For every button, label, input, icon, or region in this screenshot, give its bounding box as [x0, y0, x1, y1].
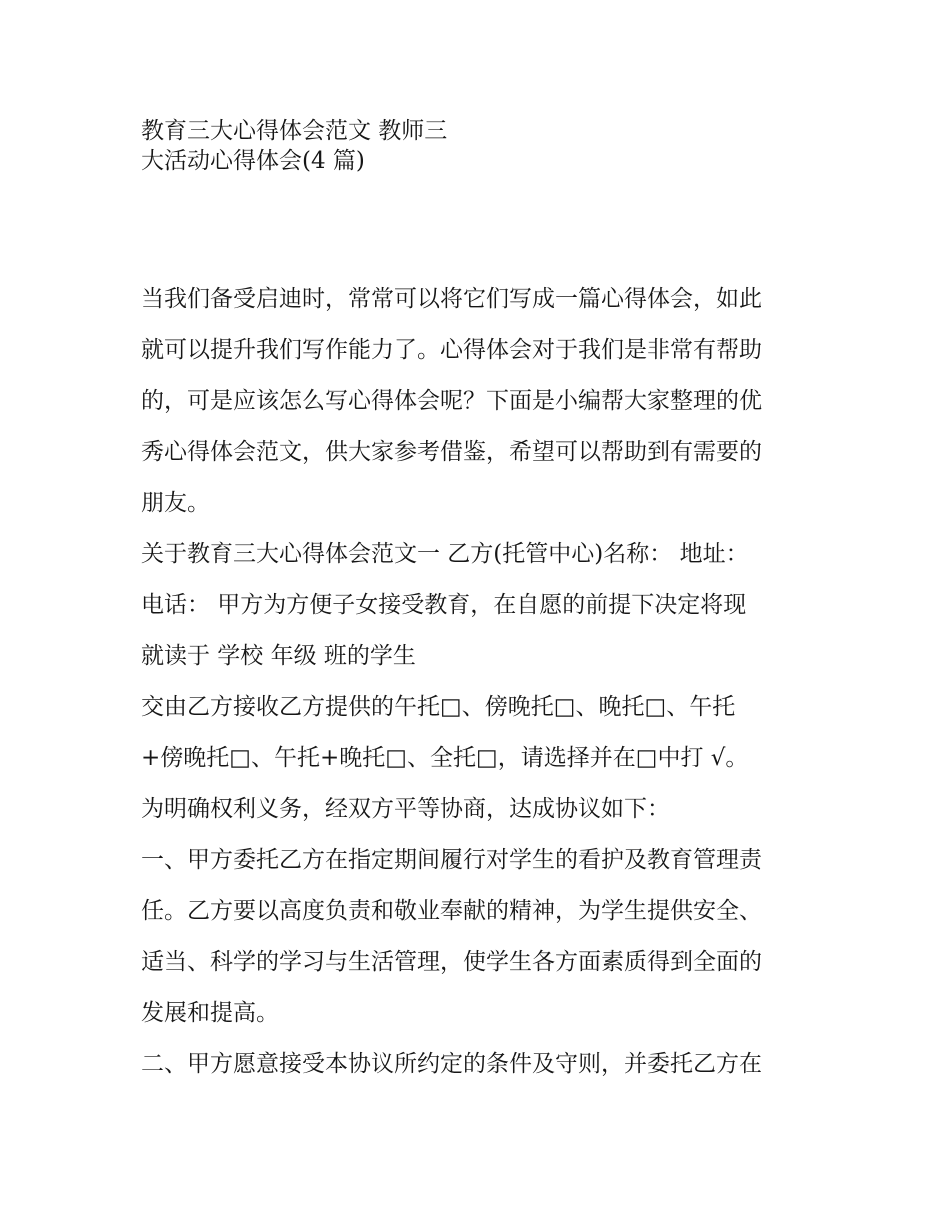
body-text-line: 朋友。 — [141, 490, 210, 516]
title-line: 大活动心得体会(4 篇) — [141, 148, 365, 174]
body-text-line: 适当、科学的学习与生活管理，使学生各方面素质得到全面的 — [141, 949, 762, 975]
document-title — [141, 116, 821, 176]
body-text-line: 关于教育三大心得体会范文一 乙方(托管中心)名称： 地址： — [141, 541, 749, 567]
body-text-line: 为明确权利义务，经双方平等协商，达成协议如下： — [141, 796, 670, 822]
body-text-line: 就读于 学校 年级 班的学生 — [141, 643, 416, 669]
body-text-line: 就可以提升我们写作能力了。心得体会对于我们是非常有帮助 — [141, 337, 762, 363]
body-text-line: 发展和提高。 — [141, 1000, 279, 1026]
title-line: 教育三大心得体会范文 教师三 — [141, 118, 448, 144]
body-text-line: +傍晚托□、午托+晚托□、全托□，请选择并在□中打 √。 — [141, 745, 749, 771]
body-text-line: 二、甲方愿意接受本协议所约定的条件及守则，并委托乙方在 — [141, 1051, 762, 1077]
body-text-line: 任。乙方要以高度负责和敬业奉献的精神，为学生提供安全、 — [141, 898, 762, 924]
body-text-line: 秀心得体会范文，供大家参考借鉴，希望可以帮助到有需要的 — [141, 439, 762, 465]
body-text-line: 一、甲方委托乙方在指定期间履行对学生的看护及教育管理责 — [141, 847, 762, 873]
body-text-line: 当我们备受启迪时，常常可以将它们写成一篇心得体会，如此 — [141, 286, 762, 312]
body-text-line: 电话： 甲方为方便子女接受教育，在自愿的前提下决定将现 — [141, 592, 747, 618]
body-text-line: 的，可是应该怎么写心得体会呢？下面是小编帮大家整理的优 — [141, 388, 762, 414]
body-text-line: 交由乙方接收乙方提供的午托□、傍晚托□、晚托□、午托 — [141, 694, 736, 720]
